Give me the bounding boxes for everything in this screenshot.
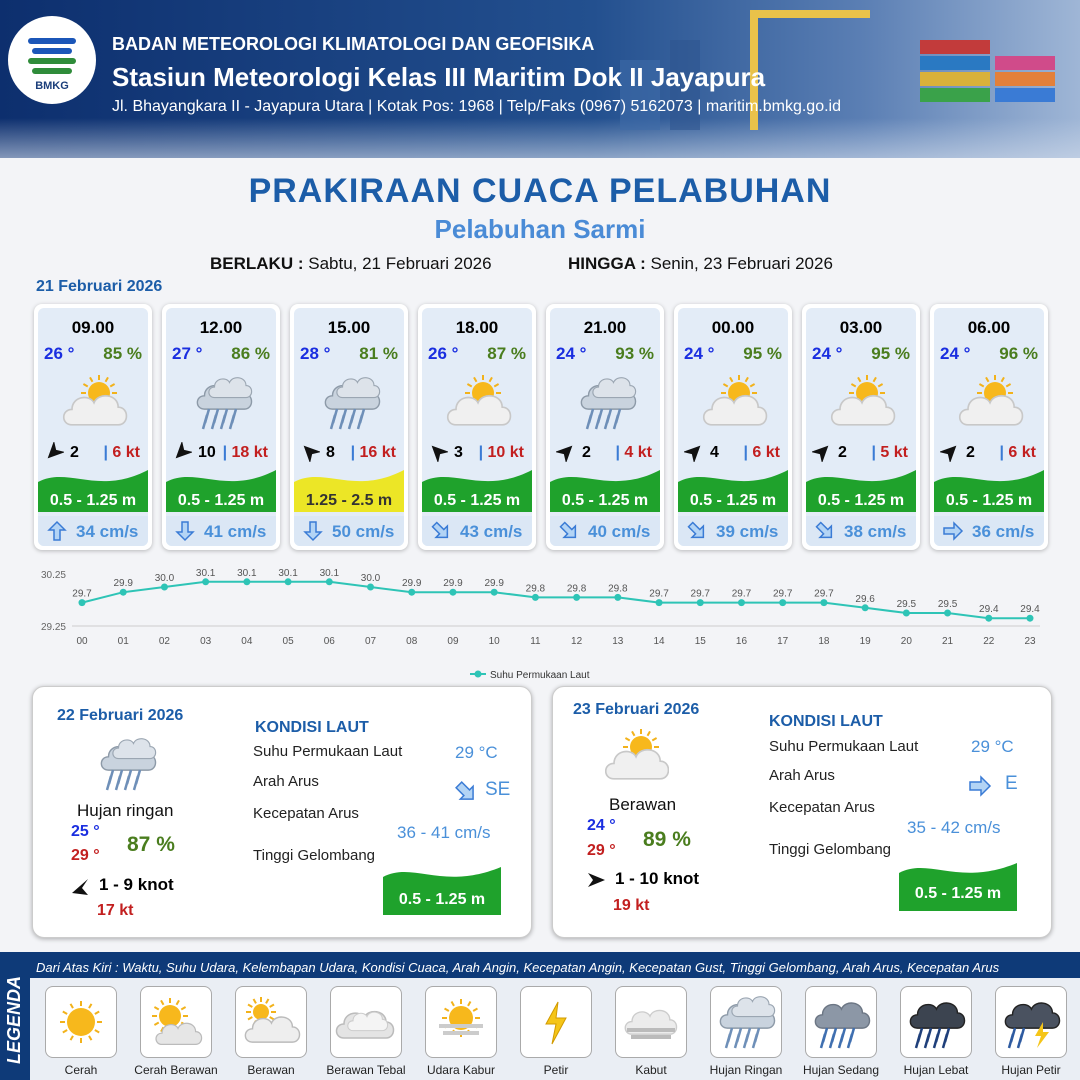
day2-tmin: 25 ° (71, 823, 100, 840)
data-label: 29.7 (731, 588, 752, 600)
card-wave-height: 1.25 - 2.5 m (305, 492, 393, 509)
svg-text:LEGENDA: LEGENDA (4, 975, 24, 1064)
day3-gust: 19 kt (613, 897, 650, 914)
day2-current-arrow-icon (453, 779, 479, 805)
day2-panel (32, 686, 532, 938)
sea-temp-chart (30, 562, 1060, 686)
card-wind-speed: 8 (326, 444, 335, 461)
heavy-rain-icon (900, 986, 972, 1058)
current-arrow-icon (174, 520, 196, 542)
thunderstorm-icon (995, 986, 1067, 1058)
card-wave-height: 0.5 - 1.25 m (433, 492, 521, 509)
current-arrow-icon (430, 520, 452, 542)
card-current-speed: 38 cm/s (844, 522, 907, 541)
day3-tmin: 24 ° (587, 817, 616, 834)
day3-sst-label: Suhu Permukaan Laut (769, 738, 919, 755)
day3-humidity: 89 % (643, 828, 691, 851)
data-label: 29.9 (113, 578, 133, 590)
card-humidity: 86 % (231, 344, 270, 363)
moderate-rain-icon (805, 986, 877, 1058)
card-gust: | 4 kt (615, 444, 652, 461)
day3-wave-label: Tinggi Gelombang (769, 841, 892, 858)
card-time: 15.00 (327, 318, 371, 337)
day2-date: 22 Februari 2026 (57, 707, 184, 724)
x-tick-label: 14 (653, 636, 665, 647)
day3-dir-label: Arah Arus (769, 767, 835, 784)
data-label: 29.6 (855, 593, 875, 605)
card-wind-speed: 2 (70, 444, 79, 461)
y-tick-label: 29.25 (40, 622, 66, 633)
day2-rain-icon (89, 729, 165, 799)
card-gust: | 6 kt (999, 444, 1036, 461)
valid-from: BERLAKU : Sabtu, 21 Februari 2026 (210, 254, 492, 273)
y-tick-label: 30.25 (40, 570, 66, 581)
data-label: 29.4 (1020, 604, 1040, 616)
day2-sea-heading: KONDISI LAUT (255, 719, 369, 736)
day3-wind-arrow-icon (585, 869, 607, 891)
data-point (285, 578, 292, 585)
data-label: 29.8 (525, 583, 546, 595)
legend-label: Berawan Tebal (326, 1063, 406, 1077)
data-point (614, 594, 621, 601)
card-wind-speed: 2 (966, 444, 975, 461)
day2-wind: 1 - 9 knot (99, 875, 174, 894)
station-address: Jl. Bhayangkara II - Jayapura Utara | Kotak Pos: 1968 | Telp/Faks (0967) 5162073 | maritim.bmkg.go.id (112, 98, 841, 115)
legend-description: Dari Atas Kiri : Waktu, Suhu Udara, Kelembapan Udara, Kondisi Cuaca, Arah Angin, Kecepatan Angin, Kecepatan Gust, Tinggi Gelombang, Arah Arus, Kecepatan Arus (36, 960, 1000, 975)
card-humidity: 87 % (487, 344, 526, 363)
data-point (326, 578, 333, 585)
day2-current-speed: 36 - 41 cm/s (397, 823, 491, 842)
x-tick-label: 16 (735, 636, 748, 647)
card-wave-height: 0.5 - 1.25 m (561, 492, 649, 509)
card-gust: | 6 kt (743, 444, 780, 461)
fog-icon (615, 986, 687, 1058)
wind-arrow-icon (172, 442, 192, 462)
data-label: 30.1 (319, 567, 340, 579)
day3-panel (552, 686, 1052, 938)
card-wind-speed: 2 (838, 444, 847, 461)
card-humidity: 95 % (871, 344, 910, 363)
valid-to: HINGGA : Senin, 23 Februari 2026 (568, 254, 833, 273)
data-point (161, 584, 168, 591)
x-tick-label: 12 (571, 636, 583, 647)
data-point (779, 599, 786, 606)
card-current-speed: 39 cm/s (716, 522, 779, 541)
data-point (449, 589, 456, 596)
x-tick-label: 15 (694, 636, 706, 647)
forecast-card (674, 304, 792, 550)
data-label: 30.1 (195, 567, 216, 579)
day2-wave-label: Tinggi Gelombang (253, 847, 376, 864)
data-label: 29.4 (979, 604, 999, 616)
legend-label: Petir (543, 1063, 569, 1077)
header-banner (0, 0, 1080, 158)
card-current-speed: 36 cm/s (972, 522, 1035, 541)
card-temperature: 26 ° (44, 344, 75, 363)
legend-label: Udara Kabur (426, 1063, 496, 1077)
card-gust: | 5 kt (871, 444, 908, 461)
card-wave-height: 0.5 - 1.25 m (689, 492, 777, 509)
x-tick-label: 09 (447, 636, 459, 647)
card-current-speed: 34 cm/s (76, 522, 139, 541)
wind-arrow-icon (300, 442, 320, 462)
cloudy-icon (235, 986, 307, 1058)
card-wave-height: 0.5 - 1.25 m (177, 492, 265, 509)
day3-speed-label: Kecepatan Arus (769, 799, 875, 816)
day3-cloud-icon (605, 727, 669, 787)
data-point (944, 610, 951, 617)
card-current-speed: 50 cm/s (332, 522, 395, 541)
card-temperature: 24 ° (812, 344, 843, 363)
day2-gust: 17 kt (97, 902, 134, 919)
x-tick-label: 20 (900, 636, 912, 647)
wind-arrow-icon (556, 442, 576, 462)
partly-cloudy-icon (826, 370, 900, 436)
card-current-speed: 43 cm/s (460, 522, 523, 541)
x-tick-label: 06 (323, 636, 335, 647)
data-label: 29.9 (402, 578, 422, 590)
forecast-card (802, 304, 920, 550)
day3-sst: 29 °C (971, 737, 1014, 756)
data-label: 30.1 (237, 567, 257, 579)
card-time: 06.00 (967, 318, 1011, 337)
data-point (697, 599, 704, 606)
current-arrow-icon (942, 520, 964, 542)
forecast-card (290, 304, 408, 550)
card-temperature: 24 ° (684, 344, 715, 363)
page-title: PRAKIRAAN CUACA PELABUHAN (248, 172, 832, 210)
x-tick-label: 13 (612, 636, 624, 647)
x-tick-label: 01 (117, 636, 129, 647)
card-temperature: 24 ° (940, 344, 971, 363)
data-label: 29.7 (72, 588, 92, 600)
legend-entry: Suhu Permukaan Laut (490, 670, 590, 681)
x-tick-label: 05 (282, 636, 294, 647)
x-tick-label: 03 (200, 636, 212, 647)
x-tick-label: 17 (777, 636, 789, 647)
legend-label: Hujan Lebat (903, 1063, 969, 1077)
data-point (1027, 615, 1034, 622)
day3-current-arrow-icon (967, 773, 993, 799)
data-point (903, 610, 910, 617)
light-rain-icon (186, 370, 260, 436)
haze-icon (425, 986, 497, 1058)
card-wind-speed: 3 (454, 444, 463, 461)
data-label: 29.7 (690, 588, 710, 600)
org-name: BADAN METEOROLOGI KLIMATOLOGI DAN GEOFISIKA (112, 34, 595, 54)
data-point (985, 615, 992, 622)
wind-arrow-icon (44, 442, 64, 462)
partly-cloudy-icon (442, 370, 516, 436)
data-label: 29.9 (484, 578, 504, 590)
data-label: 29.8 (608, 583, 628, 595)
legend-label: Hujan Ringan (709, 1063, 783, 1077)
card-humidity: 81 % (359, 344, 398, 363)
data-point (202, 578, 209, 585)
card-humidity: 95 % (743, 344, 782, 363)
day2-tmax: 29 ° (71, 847, 100, 864)
day3-tmax: 29 ° (587, 842, 616, 859)
legend-marker (475, 671, 482, 678)
data-label: 29.8 (566, 583, 587, 595)
data-point (656, 599, 663, 606)
data-point (408, 589, 415, 596)
card-temperature: 27 ° (172, 344, 203, 363)
partly-cloudy-icon (698, 370, 772, 436)
data-label: 29.7 (649, 588, 669, 600)
data-point (79, 599, 86, 606)
data-label: 29.9 (443, 578, 463, 590)
day1-date: 21 Februari 2026 (36, 278, 163, 295)
light-rain-icon (570, 370, 644, 436)
card-temperature: 24 ° (556, 344, 587, 363)
x-tick-label: 23 (1024, 636, 1036, 647)
x-tick-label: 02 (158, 636, 170, 647)
station-name: Stasiun Meteorologi Kelas III Maritim Dok II Jayapura (112, 62, 766, 92)
x-tick-label: 19 (859, 636, 871, 647)
series-line (82, 582, 1030, 618)
data-point (491, 589, 498, 596)
data-point (532, 594, 539, 601)
card-wave-height: 0.5 - 1.25 m (945, 492, 1033, 509)
data-point (573, 594, 580, 601)
card-time: 09.00 (71, 318, 115, 337)
wind-arrow-icon (812, 442, 832, 462)
card-time: 03.00 (839, 318, 883, 337)
card-gust: | 10 kt (478, 444, 524, 461)
sunny-cloudy-icon (140, 986, 212, 1058)
data-label: 29.7 (814, 588, 834, 600)
light-rain-icon (314, 370, 388, 436)
card-gust: | 18 kt (222, 444, 268, 461)
partly-cloudy-icon (58, 370, 132, 436)
x-tick-label: 04 (241, 636, 253, 647)
x-tick-label: 00 (76, 636, 88, 647)
data-point (367, 584, 374, 591)
x-tick-label: 11 (530, 636, 541, 647)
legend-label: Kabut (635, 1063, 667, 1077)
legend-label: Hujan Sedang (802, 1063, 880, 1077)
lightning-icon (520, 986, 592, 1058)
card-time: 12.00 (199, 318, 243, 337)
card-time: 00.00 (711, 318, 755, 337)
forecast-card (546, 304, 664, 550)
data-point (820, 599, 827, 606)
x-tick-label: 07 (364, 636, 377, 647)
x-tick-label: 18 (818, 636, 830, 647)
current-arrow-icon (302, 520, 324, 542)
card-temperature: 26 ° (428, 344, 459, 363)
data-point (243, 578, 250, 585)
card-current-speed: 40 cm/s (588, 522, 651, 541)
legend-label: Cerah (64, 1063, 98, 1077)
data-label: 30.0 (360, 573, 381, 584)
day3-current-dir: E (1005, 773, 1018, 794)
data-label: 29.5 (937, 599, 958, 610)
card-wind-speed: 4 (710, 444, 719, 461)
x-tick-label: 08 (406, 636, 418, 647)
card-wind-speed: 2 (582, 444, 591, 461)
day2-sst: 29 °C (455, 743, 498, 762)
data-point (120, 589, 127, 596)
wind-arrow-icon (940, 442, 960, 462)
card-time: 18.00 (455, 318, 499, 337)
forecast-card (418, 304, 536, 550)
x-tick-label: 21 (942, 636, 954, 647)
card-humidity: 96 % (999, 344, 1038, 363)
data-label: 29.7 (772, 588, 793, 600)
card-wave-height: 0.5 - 1.25 m (817, 492, 905, 509)
day2-dir-label: Arah Arus (253, 773, 319, 790)
current-arrow-icon (46, 520, 68, 542)
data-point (738, 599, 745, 606)
day2-sst-label: Suhu Permukaan Laut (253, 743, 403, 760)
data-label: 30.0 (154, 573, 175, 584)
card-temperature: 28 ° (300, 344, 331, 363)
day2-condition: Hujan ringan (77, 801, 174, 820)
current-arrow-icon (686, 520, 708, 542)
data-label: 30.1 (278, 567, 298, 579)
port-name: Pelabuhan Sarmi (434, 214, 646, 244)
current-arrow-icon (814, 520, 836, 542)
legend-label: Hujan Petir (1001, 1063, 1061, 1077)
partly-cloudy-icon (954, 370, 1028, 436)
day3-current-speed: 35 - 42 cm/s (907, 818, 1001, 837)
legend-label: Berawan (247, 1063, 295, 1077)
forecast-card (34, 304, 152, 550)
x-tick-label: 22 (983, 636, 995, 647)
card-wind-speed: 10 (198, 444, 216, 461)
bmkg-logo: BMKG (8, 16, 96, 104)
data-label: 29.5 (896, 599, 917, 610)
legend-label: Cerah Berawan (134, 1063, 218, 1077)
overcast-icon (330, 986, 402, 1058)
forecast-card (162, 304, 280, 550)
day3-wave: 0.5 - 1.25 m (914, 885, 1002, 902)
current-arrow-icon (558, 520, 580, 542)
wind-arrow-icon (428, 442, 448, 462)
day2-humidity: 87 % (127, 833, 175, 856)
light-rain-icon (710, 986, 782, 1058)
card-humidity: 85 % (103, 344, 142, 363)
day2-wave: 0.5 - 1.25 m (398, 891, 486, 908)
x-tick-label: 10 (488, 636, 500, 647)
card-wave-height: 0.5 - 1.25 m (49, 492, 137, 509)
day2-current-dir: SE (485, 779, 511, 800)
forecast-card (930, 304, 1048, 550)
day3-date: 23 Februari 2026 (573, 701, 700, 718)
card-time: 21.00 (583, 318, 627, 337)
data-point (862, 604, 869, 611)
wind-arrow-icon (684, 442, 704, 462)
card-humidity: 93 % (615, 344, 654, 363)
day3-wind: 1 - 10 knot (615, 869, 700, 888)
sunny-icon (45, 986, 117, 1058)
card-gust: | 16 kt (350, 444, 396, 461)
day2-speed-label: Kecepatan Arus (253, 805, 359, 822)
day2-wind-arrow-icon (69, 875, 91, 897)
day3-sea-heading: KONDISI LAUT (769, 713, 883, 730)
day3-condition: Berawan (609, 795, 677, 814)
card-current-speed: 41 cm/s (204, 522, 267, 541)
card-gust: | 6 kt (103, 444, 140, 461)
